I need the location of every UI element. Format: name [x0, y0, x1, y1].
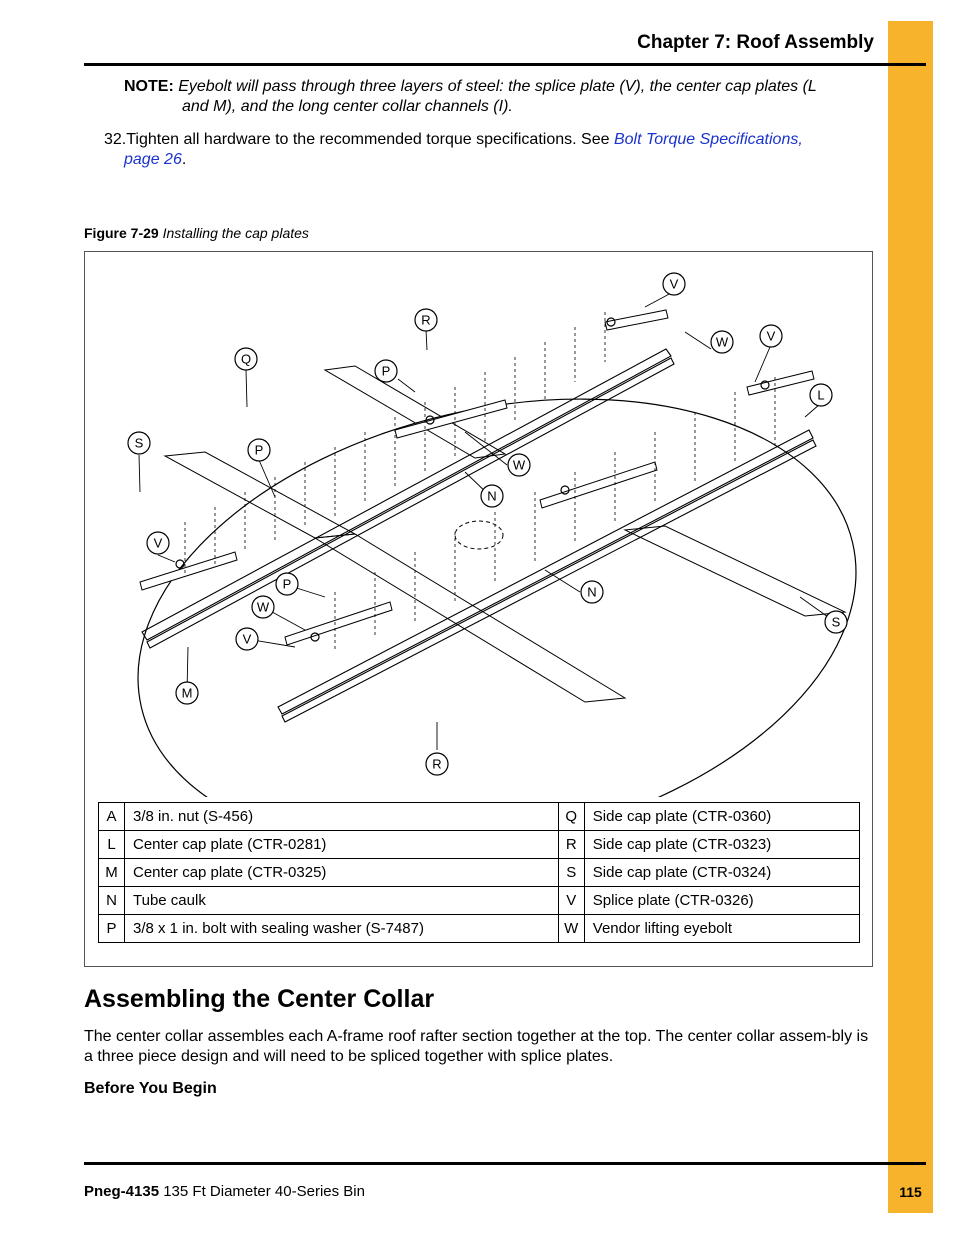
- svg-text:N: N: [587, 584, 597, 600]
- figure-callouts: [128, 273, 847, 775]
- part-description: Splice plate (CTR-0326): [584, 887, 859, 915]
- figure-number: Figure 7-29: [84, 225, 159, 241]
- svg-text:Q: Q: [240, 351, 252, 367]
- svg-text:W: W: [256, 599, 270, 615]
- figure-frame: [84, 251, 873, 967]
- page-number: 115: [899, 1184, 922, 1200]
- note-text-line2: and M), and the long center collar channels (I).: [182, 98, 513, 115]
- footer-doc-title: 135 Ft Diameter 40-Series Bin: [159, 1183, 365, 1200]
- chapter-side-tab: [888, 21, 933, 1213]
- part-description: Side cap plate (CTR-0360): [584, 803, 859, 831]
- svg-text:V: V: [766, 328, 776, 344]
- note-text-line1: Eyebolt will pass through three layers of steel: the splice plate (V), the center cap plates (L: [178, 78, 817, 95]
- step-end: .: [181, 151, 187, 168]
- callout-s-2: [825, 611, 847, 633]
- callout-v-4: [236, 628, 258, 650]
- callout-p-2: [248, 439, 270, 461]
- note-label: NOTE:: [124, 78, 174, 95]
- center-channels: [142, 349, 816, 722]
- table-row: [99, 915, 860, 943]
- callout-p-3: [276, 573, 298, 595]
- footer-doc-id: Pneg-4135: [84, 1183, 160, 1200]
- part-description: 3/8 x 1 in. bolt with sealing washer (S-7487): [125, 915, 559, 943]
- part-code: R: [558, 831, 584, 859]
- parts-table: [98, 802, 860, 943]
- callout-n-1: [481, 485, 503, 507]
- svg-text:P: P: [282, 576, 292, 592]
- bolt-lines: [185, 312, 775, 652]
- callout-l: [810, 384, 832, 406]
- callout-q: [235, 348, 257, 370]
- callout-p-1: [375, 360, 397, 382]
- footer-rule: [84, 1162, 926, 1165]
- table-row: [99, 887, 860, 915]
- section-subhead: Before You Begin: [84, 1080, 217, 1097]
- section-title: Assembling the Center Collar: [84, 985, 435, 1013]
- part-code: A: [99, 803, 125, 831]
- callout-v-1: [663, 273, 685, 295]
- svg-text:W: W: [715, 334, 729, 350]
- step-text: Tighten all hardware to the recommended torque specifications. See: [126, 131, 614, 148]
- callout-s-1: [128, 432, 150, 454]
- callout-w-2: [508, 454, 530, 476]
- svg-text:S: S: [134, 435, 144, 451]
- callout-w-1: [711, 331, 733, 353]
- cap-plate-diagram: [85, 252, 872, 797]
- svg-text:V: V: [153, 535, 163, 551]
- table-row: [99, 831, 860, 859]
- svg-text:P: P: [381, 363, 391, 379]
- part-code: N: [99, 887, 125, 915]
- center-hole: [455, 521, 503, 549]
- callout-v-3: [147, 532, 169, 554]
- callout-n-2: [581, 581, 603, 603]
- part-description: Side cap plate (CTR-0324): [584, 859, 859, 887]
- part-code: W: [558, 915, 584, 943]
- part-description: Vendor lifting eyebolt: [584, 915, 859, 943]
- svg-text:V: V: [242, 631, 252, 647]
- part-description: Tube caulk: [125, 887, 559, 915]
- torque-spec-link[interactable]: Bolt Torque Specifications,: [613, 131, 803, 148]
- callout-r-1: [415, 309, 437, 331]
- callout-r-2: [426, 753, 448, 775]
- svg-text:V: V: [669, 276, 679, 292]
- part-code: S: [558, 859, 584, 887]
- callout-m: [176, 682, 198, 704]
- table-row: [99, 859, 860, 887]
- table-row: [99, 803, 860, 831]
- figure-caption: [84, 225, 309, 241]
- section-paragraph: The center collar assembles each A-frame roof rafter section together at the top. The center collar assem-bly is a three piece design and will need to be spliced together with splice plates.: [84, 1028, 869, 1065]
- torque-spec-page-link[interactable]: page 26: [124, 151, 182, 168]
- side-plates: [165, 363, 845, 702]
- step-number: 32.: [104, 131, 127, 148]
- header-rule: [84, 63, 926, 66]
- footer-doc-info: [84, 1183, 365, 1200]
- svg-text:R: R: [432, 756, 442, 772]
- svg-text:W: W: [512, 457, 526, 473]
- svg-text:M: M: [181, 685, 193, 701]
- svg-text:R: R: [421, 312, 431, 328]
- part-code: M: [99, 859, 125, 887]
- svg-text:P: P: [254, 442, 264, 458]
- part-description: Side cap plate (CTR-0323): [584, 831, 859, 859]
- part-code: V: [558, 887, 584, 915]
- part-code: P: [99, 915, 125, 943]
- chapter-title: Chapter 7: Roof Assembly: [637, 32, 874, 53]
- figure-title: Installing the cap plates: [162, 225, 309, 241]
- part-description: Center cap plate (CTR-0325): [125, 859, 559, 887]
- step-32: [104, 130, 864, 170]
- svg-text:N: N: [487, 488, 497, 504]
- callout-w-3: [252, 596, 274, 618]
- svg-text:S: S: [831, 614, 841, 630]
- part-code: L: [99, 831, 125, 859]
- part-description: 3/8 in. nut (S-456): [125, 803, 559, 831]
- part-code: Q: [558, 803, 584, 831]
- part-description: Center cap plate (CTR-0281): [125, 831, 559, 859]
- svg-text:L: L: [817, 387, 825, 403]
- callout-v-2: [760, 325, 782, 347]
- note-block: [124, 77, 864, 117]
